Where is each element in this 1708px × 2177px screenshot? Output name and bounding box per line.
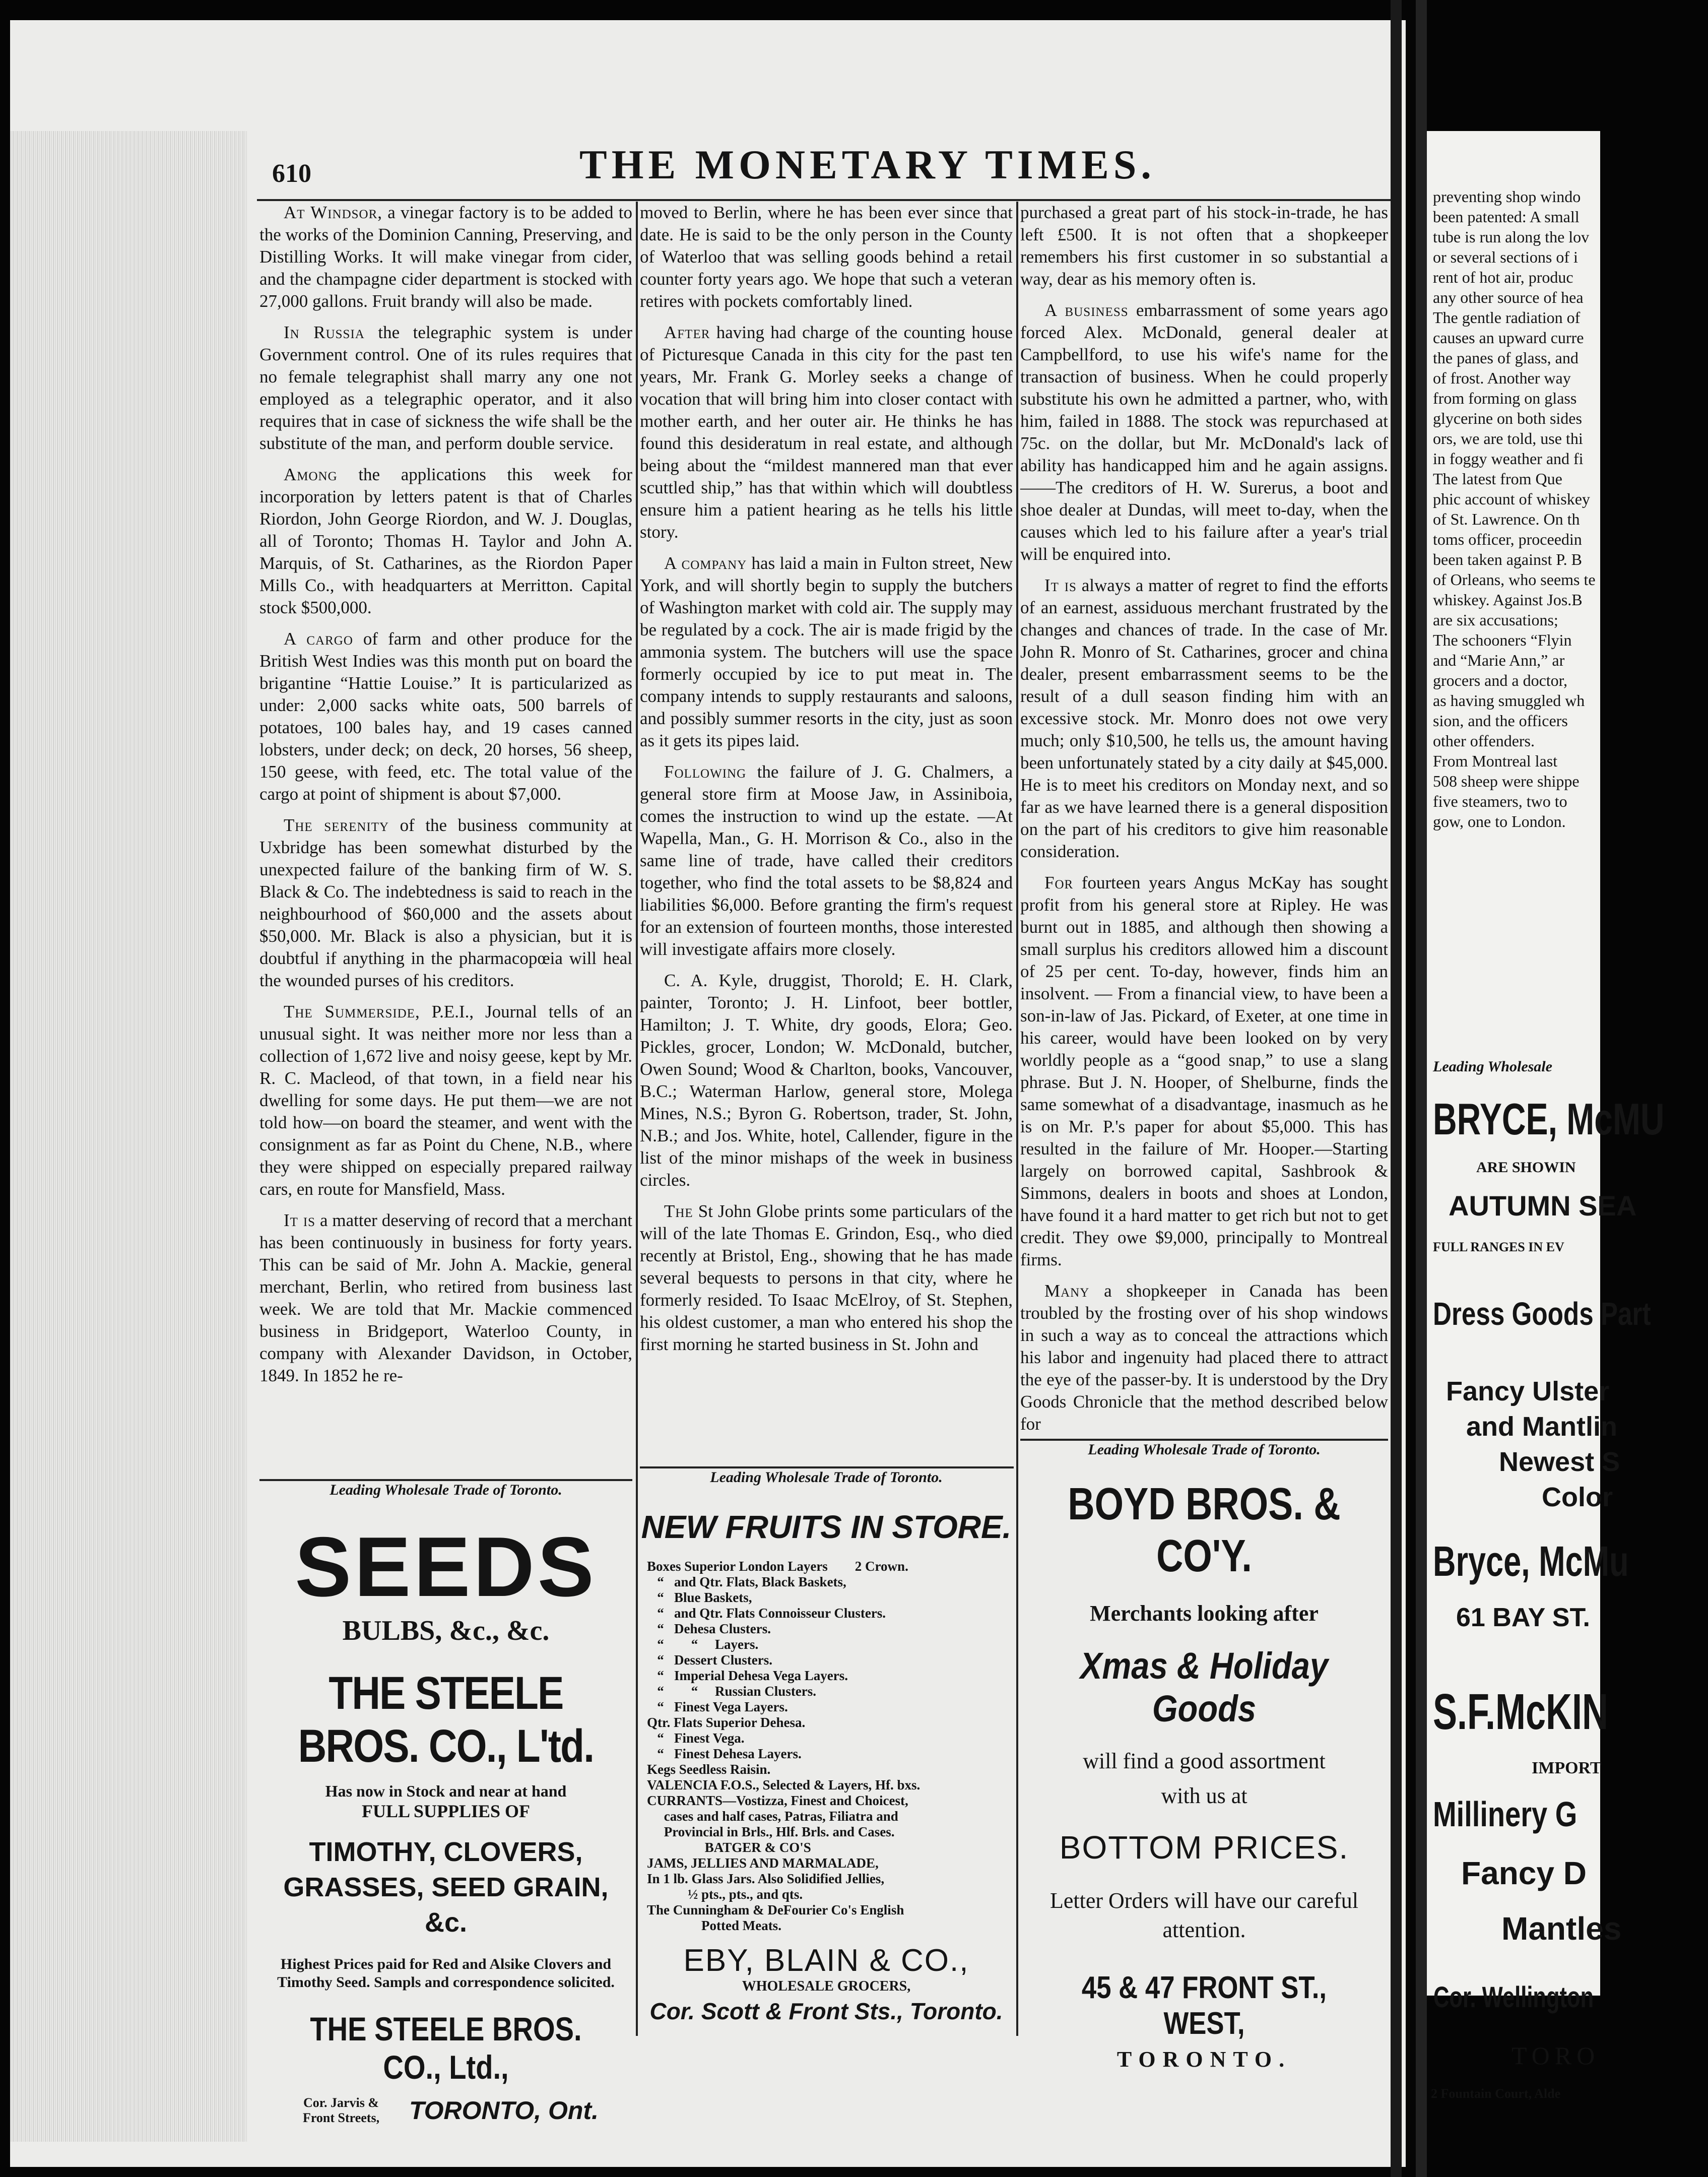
masthead-title: THE MONETARY TIMES.	[579, 142, 1156, 187]
right-ad-autumn: AUTUMN SEA	[1449, 1190, 1637, 1222]
ad-eby-blain-fruits	[640, 1469, 1013, 2041]
right-ad2-court: 2 Fountain Court, Alde	[1431, 2086, 1561, 2101]
fruit-list-item: cases and half cases, Patras, Filiatra and	[647, 1809, 898, 1824]
article-paragraph: Many a shopkeeper in Canada has been troubled by the frosting over of his shop windows in such a way as to conceal the attractions which his labor and ingenuity had placed there to attract the eye of the passer-by. It is understood by the Dry Goods Chronicle that the method described below for	[1020, 1281, 1389, 1434]
right-page	[1426, 131, 1665, 1996]
right-page-line: whiskey. Against Jos.B	[1433, 591, 1583, 609]
article-paragraph: moved to Berlin, where he has been ever since that date. He is said to be the only person in the County of Waterloo that was selling goods behind a retail counter forty years ago. We hope that such a veteran retires with pockets comfortably lined.	[640, 203, 1013, 311]
ad-letter-orders: Letter Orders will have our careful attention.	[1049, 1888, 1359, 1942]
right-page-line: been taken against P. B	[1433, 550, 1582, 568]
ad-grasses-line: GRASSES, SEED GRAIN, &c.	[283, 1872, 609, 1938]
ad-seeds-title: SEEDS	[295, 1519, 597, 1614]
right-page-line: From Montreal last	[1433, 752, 1558, 770]
article-paragraph: A business embarrassment of some years ago forced Alex. McDonald, general dealer at Campbellford, to use his wife's name for the transaction of business. When he could properly substitute his own he admitted a partner, who, with him, failed in 1888. The stock was repurchased at 75c. on the dollar, but Mr. McDonald's lack of ability has handicapped him and he again assigns.——The creditors of H. W. Surerus, a boot and shoe dealer at Dundas, will meet to-day, when the causes which led to his failure after a year's trial will be enquired into.	[1020, 300, 1389, 564]
ad-section-header: Leading Wholesale Trade of Toronto.	[710, 1469, 943, 1486]
column-divider	[1016, 202, 1018, 2036]
article-paragraph: For fourteen years Angus McKay has sought profit from his general store at Ripley. He was burnt out in 1885, and although then showing a small surplus his creditors allowed him a discount of 25 per cent. To-day, however, finds him an insolvent. — From a financial view, to have been a son-in-law of Jas. Pickard, of Exeter, at one time in his career, would have been looked on by very worldly people as a “good snap,” to use a slang phrase. But J. N. Hooper, of Shelburne, finds the same somewhat of a disadvantage, inasmuch as he is on Mr. P.'s paper for about $5,000. This has resulted in the failure of Mr. Hooper.—Starting largely on borrowed capital, Sashbrook & Simmons, dealers in boots and shoes at London, have found it a hard matter to get rich but not to get credit. They owe $9,000, principally to Montreal firms.	[1020, 873, 1388, 1269]
article-paragraph: The serenity of the business community at Uxbridge has been somewhat disturbed by the unexpected failure of the banking firm of W. S. Black & Co. The indebtedness is said to reach in the neighbourhood of $60,000 and the assets about $50,000. Mr. Black is also a physician, but it is doubtful if anything in the pharmacopœia will heal the wounded purses of his creditors.	[259, 815, 633, 990]
fruit-list-item: Boxes Superior London Layers 2 Crown.	[647, 1559, 908, 1574]
ad-fruits-title: NEW FRUITS IN STORE.	[641, 1509, 1012, 1545]
header-rule	[257, 199, 1391, 201]
ad-rule	[259, 1479, 632, 1481]
right-page-line: of frost. Another way	[1433, 369, 1571, 387]
right-ad-showing: ARE SHOWIN	[1476, 1159, 1576, 1176]
ad-timothy-line: TIMOTHY, CLOVERS,	[309, 1837, 583, 1867]
right-ad-fancy: Fancy Ulster	[1446, 1376, 1610, 1406]
right-page-line: phic account of whiskey	[1433, 490, 1590, 508]
ad-firm-name: BOYD BROS. & CO'Y.	[1068, 1479, 1341, 1581]
article-paragraph: C. A. Kyle, druggist, Thorold; E. H. Clark, painter, Toronto; J. H. Linfoot, beer bottler, Hamilton; J. T. White, dry goods, Elora; Geo. Pickles, grocer, London; W. McDonald, butcher, Owen Sound; Wood & Charlton, books, Vancouver, B.C.; Waterman Harlow, general store, Molega Mines, N.S.; Byron G. Robertson, trader, St. John, N.B.; and Jos. White, hotel, Callender, figure in the list of the minor mishaps of the week in business circles.	[640, 971, 1013, 1190]
binding-post	[1416, 0, 1427, 2177]
article-paragraph: After having had charge of the counting house of Picturesque Canada in this city for the past ten years, Mr. Frank G. Morley seeks a change of vocation that will bring him into closer contact with mother earth, and her outer air. He thinks he has found this desideratum in real estate, and although being about the “mildest mannered man that ever scuttled ship,” has that within which will doubtless ensure him a patient hearing as he tells his little story.	[640, 323, 1013, 542]
right-page-line: grocers and a doctor,	[1433, 671, 1568, 689]
fruit-list-item: “ Finest Vega Layers.	[647, 1699, 788, 1714]
right-page-line: The schooners “Flyin	[1433, 631, 1572, 649]
right-page-line: of St. Lawrence. On th	[1433, 510, 1580, 528]
right-page-line: are six accusations;	[1433, 611, 1558, 629]
ad-merchants-line: Merchants looking after	[1090, 1601, 1319, 1626]
ad-corner: Cor. Jarvis & Front Streets,	[302, 2095, 380, 2125]
right-page-line: rent of hot air, produc	[1433, 268, 1573, 286]
ad-with-us-line: with us at	[1161, 1783, 1247, 1808]
right-ad2-import: IMPORT	[1532, 1759, 1602, 1777]
ad-fruit-list	[647, 1559, 1006, 1934]
ad-steele-bros-seeds	[259, 1482, 632, 2125]
ad-prices-line: Highest Prices paid for Red and Alsike Clovers and Timothy Seed. Sampls and correspondence solicited.	[277, 1956, 615, 1991]
binding-post	[1391, 0, 1402, 2177]
article-paragraph: It is always a matter of regret to find the efforts of an earnest, assiduous merchant frustrated by the changes and chances of trade. In the case of Mr. John R. Monro of St. Catharines, grocer and china dealer, present embarrassment seems to be the result of a dull season finding him with an excessive stock. Mr. Monro does not owe very much; only $10,500, he tells us, the amount having been unfortunately stated by a city daily at $45,000. He is to meet his creditors on Monday next, and so far as we have learned there is a general disposition on the part of his creditors to give him reasonable consideration.	[1020, 575, 1389, 861]
right-page-line: the panes of glass, and	[1433, 349, 1579, 367]
fruit-list-item: “ and Qtr. Flats, Black Baskets,	[647, 1574, 846, 1589]
fruit-list-item: “ and Qtr. Flats Connoisseur Clusters.	[647, 1606, 886, 1621]
ad-city: TORONTO, Ont.	[409, 2096, 599, 2125]
right-ad-color: Color	[1542, 1482, 1613, 1512]
fruit-list-item: JAMS, JELLIES AND MARMALADE,	[647, 1855, 879, 1871]
fruit-list-item: “ “ Layers.	[647, 1637, 759, 1652]
right-page-line: The gentle radiation of	[1433, 308, 1581, 327]
ad-rule	[640, 1466, 1014, 1468]
fruit-list-item: Potted Meats.	[647, 1918, 781, 1933]
ad-section-header: Leading Wholesale Trade of Toronto.	[1088, 1441, 1321, 1458]
fruit-list-item: Kegs Seedless Raisin.	[647, 1762, 771, 1777]
ad-address-row	[259, 2095, 632, 2126]
fruit-list-item: VALENCIA F.O.S., Selected & Layers, Hf. bxs.	[647, 1777, 921, 1792]
article-paragraph: In Russia the telegraphic system is under Government control. One of its rules requires that no female telegraphist shall marry any one not employed as a telegraphic operator, and it also requires that in case of sickness the wife shall be the substitute of the man, and perform double service.	[259, 323, 633, 453]
fruit-list-item: “ Dehesa Clusters.	[647, 1621, 771, 1636]
ad-bulbs: BULBS, &c., &c.	[342, 1615, 550, 1646]
right-page-line: from forming on glass	[1433, 389, 1577, 407]
right-page-line: sion, and the officers	[1433, 712, 1568, 730]
right-page-line: and “Marie Ann,” ar	[1433, 651, 1565, 669]
article-column-2	[640, 202, 1013, 1466]
article-paragraph: Following the failure of J. G. Chalmers, a general store firm at Moose Jaw, in Assiniboia, comes the instruction to wind up the estate. —At Wapella, Man., G. H. Morrison & Co., also in the same line of trade, have called their creditors together, who find the total assets to be $8,824 and liabilities $6,000. Before granting the firm's request for an extension of fourteen months, those interested will investigate affairs more closely.	[640, 762, 1013, 959]
right-page-line: any other source of hea	[1433, 288, 1584, 306]
article-paragraph: The St John Globe prints some particulars of the will of the late Thomas E. Grindon, Esq., who died recently at Bristol, Eng., showing that he has made several bequests to persons in that city, where he formerly resided. To Isaac McElroy, of St. Stephen, his oldest customer, a man who entered his shop the first morning he started business in St. John and	[640, 1201, 1013, 1354]
page-number: 610	[272, 159, 311, 188]
page-edges	[10, 131, 247, 2142]
right-ad2-mantles: Mantles	[1501, 1910, 1622, 1947]
ad-rule	[1020, 1439, 1388, 1441]
right-page-line: other offenders.	[1433, 732, 1535, 750]
right-ad-bay: 61 BAY ST.	[1456, 1603, 1590, 1632]
right-page-line: glycerine on both sides	[1433, 409, 1582, 427]
right-page-line: tube is run along the lov	[1433, 228, 1590, 246]
article-paragraph: It is a matter deserving of record that a merchant has been continuously in business for forty years. This can be said of Mr. John A. Mackie, general merchant, Berlin, who retired from business last week. We are told that Mr. Mackie commenced business in Bridgeport, Waterloo County, in company with Alexander Davidson, in October, 1849. In 1852 he re-	[259, 1210, 633, 1385]
article-column-3	[1020, 202, 1388, 1441]
right-ad2-city: TORO	[1512, 2041, 1600, 2070]
ad-supplies-line: FULL SUPPLIES OF	[361, 1801, 531, 1821]
right-page-line: of Orleans, who seems te	[1433, 570, 1596, 589]
ad-section-header: Leading Wholesale Trade of Toronto.	[330, 1482, 562, 1498]
right-ad-full: FULL RANGES IN EV	[1433, 1240, 1564, 1254]
fruit-list-item: “ Imperial Dehesa Vega Layers.	[647, 1668, 848, 1683]
right-ad-dress: Dress Goods Part	[1433, 1296, 1651, 1332]
right-ad2-corner: Cor. Wellington	[1433, 1981, 1594, 2014]
right-ad2-fancy: Fancy D	[1461, 1855, 1587, 1891]
fruit-list-item: Qtr. Flats Superior Dehesa.	[647, 1715, 806, 1730]
ad-address: Cor. Scott & Front Sts., Toronto.	[649, 1998, 1003, 2024]
fruit-list-item: ½ pts., pts., and qts.	[647, 1887, 803, 1902]
right-page-text	[1433, 186, 1599, 831]
right-page-line: 508 sheep were shippe	[1433, 772, 1580, 790]
ad-boyd-bros	[1020, 1441, 1388, 2072]
fruit-list-item: The Cunningham & DeFourier Co's English	[647, 1902, 904, 1917]
fruit-list-item: “ Blue Baskets,	[647, 1590, 752, 1605]
fruit-list-item: “ “ Russian Clusters.	[647, 1684, 817, 1699]
right-page-line: or several sections of i	[1433, 248, 1578, 266]
article-column-1	[259, 202, 632, 1471]
ad-bottom-prices: BOTTOM PRICES.	[1059, 1829, 1349, 1866]
ad-firm-subtitle: WHOLESALE GROCERS,	[742, 1978, 911, 1994]
right-ad-newest: Newest S	[1499, 1447, 1620, 1477]
right-page-line: been patented: A small	[1433, 208, 1580, 226]
article-paragraph: purchased a great part of his stock-in-trade, he has left £500. It is not often that a shopkeeper remembers his first customer in so substantial a way, dear as his memory often is.	[1020, 203, 1388, 289]
right-page-line: ors, we are told, use thi	[1433, 429, 1583, 447]
right-page-line: toms officer, proceedin	[1433, 530, 1582, 548]
right-ad-firm: BRYCE, McMU	[1433, 1094, 1665, 1144]
fruit-list-item: “ Finest Vega.	[647, 1731, 745, 1746]
right-ad2-millinery: Millinery G	[1433, 1795, 1578, 1834]
right-page-line: preventing shop windo	[1433, 187, 1581, 206]
fruit-list-item: In 1 lb. Glass Jars. Also Solidified Jellies,	[647, 1871, 885, 1886]
right-page-line: five steamers, two to	[1433, 792, 1567, 810]
right-page-line: causes an upward curre	[1433, 329, 1584, 347]
ad-city: TORONTO.	[1116, 2047, 1292, 2072]
right-page-line: gow, one to London.	[1433, 812, 1566, 830]
right-page-line: as having smuggled wh	[1433, 691, 1585, 710]
fruit-list-item: BATGER & CO'S	[647, 1840, 811, 1855]
ad-xmas-line: Xmas & Holiday Goods	[1080, 1645, 1329, 1730]
fruit-list-item: Provincial in Brls., Hlf. Brls. and Cases.	[647, 1824, 895, 1839]
right-ad-firm2: Bryce, McMu	[1433, 1538, 1629, 1585]
right-ad-header: Leading Wholesale	[1433, 1058, 1552, 1075]
ad-stock-line: Has now in Stock and near at hand	[325, 1782, 567, 1800]
page-header	[0, 136, 1391, 197]
article-paragraph: Among the applications this week for incorporation by letters patent is that of Charles Riordon, John George Riordon, and W. J. Douglas, all of Toronto; Thomas H. Taylor and John A. Marquis, of St. Catharines, as the Riordon Paper Mills Co., with headquarters at Merritton. Capital stock $500,000.	[259, 465, 633, 617]
ad-address: 45 & 47 FRONT ST., WEST,	[1081, 1970, 1327, 2041]
right-ad-mantling: and Mantlin	[1466, 1412, 1617, 1442]
right-ad2-firm: S.F.McKIN	[1433, 1684, 1609, 1740]
right-page-line: The latest from Que	[1433, 470, 1562, 488]
fruit-list-item: “ Dessert Clusters.	[647, 1652, 772, 1668]
ad-firm-name: THE STEELE BROS. CO., L'td.	[298, 1668, 594, 1772]
ad-firm-name: EBY, BLAIN & CO.,	[683, 1943, 969, 1978]
fruit-list-item: CURRANTS—Vostizza, Finest and Choicest,	[647, 1793, 908, 1808]
article-paragraph: A cargo of farm and other produce for the British West Indies was this month put on board the brigantine “Hattie Louise.” It is particularized as under: 2,000 sacks white oats, 500 barrels of potatoes, 100 bales hay, and 19 cases canned lobsters, under deck; on deck, 20 horses, 56 sheep, 150 geese, with feed, etc. The total value of the cargo at point of shipment is about $7,000.	[259, 629, 633, 804]
ad-assortment-line: will find a good assortment	[1083, 1749, 1326, 1773]
column-divider	[636, 202, 638, 2036]
article-paragraph: A company has laid a main in Fulton street, New York, and will shortly begin to supply the butchers of Washington market with cold air. The supply may be regulated by a cock. The air is made frigid by the ammonia system. The butchers will use the space formerly occupied by ice to put meat in. The company intends to supply restaurants and saloons, and possibly summer resorts in the city, just as soon as it gets its pipes laid.	[640, 553, 1013, 750]
article-paragraph: At Windsor, a vinegar factory is to be added to the works of the Dominion Canning, Preserving, and Distilling Works. It will make vinegar from cider, and the champagne cider department is stocked with 27,000 gallons. Fruit brandy will also be made.	[259, 203, 632, 311]
fruit-list-item: “ Finest Dehesa Layers.	[647, 1746, 802, 1761]
article-paragraph: The Summerside, P.E.I., Journal tells of an unusual sight. It was neither more nor less than a collection of 1,672 live and noisy geese, kept by Mr. R. C. Macleod, of that town, in a field near his dwelling for some days. He put them—we are not told how—on board the steamer, and went with the consignment as far as Point du Chene, N.B., where they were shipped on especially prepared railway cars, en route for Mansfield, Mass.	[259, 1002, 632, 1199]
ad-firm-name-2: THE STEELE BROS. CO., Ltd.,	[310, 2010, 582, 2086]
right-page-line: in foggy weather and fi	[1433, 450, 1584, 468]
